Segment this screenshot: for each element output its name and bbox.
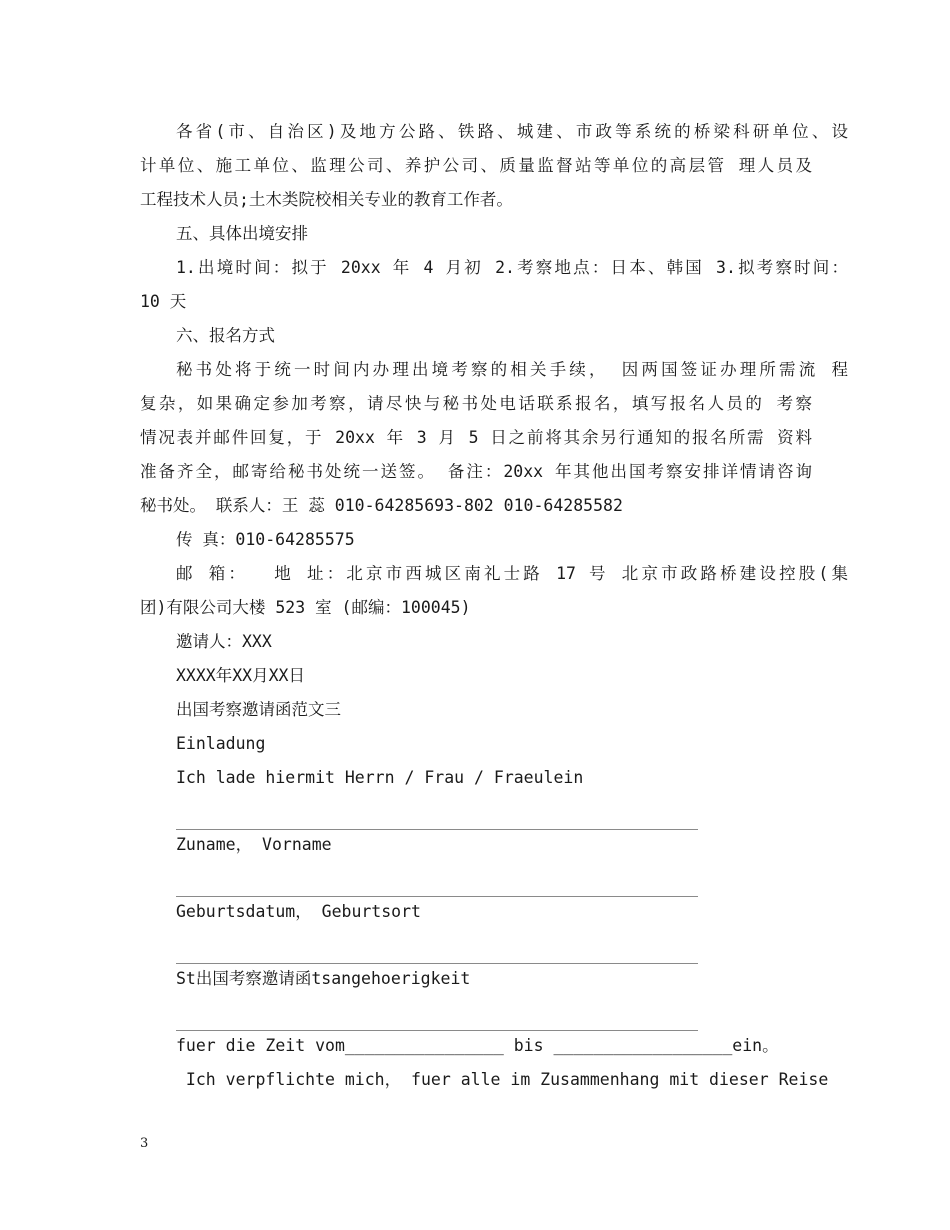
blank-line bbox=[176, 829, 698, 830]
text-line: 复杂，如果确定参加考察，请尽快与秘书处电话联系报名，填写报名人员的 考察 bbox=[140, 394, 812, 413]
blank-line bbox=[176, 1030, 698, 1031]
date-line: XXXX年XX月XX日 bbox=[176, 666, 305, 685]
field-label: St出国考察邀请函tsangehoerigkeit bbox=[176, 969, 471, 988]
fax-line: 传 真：010-64285575 bbox=[176, 530, 355, 549]
text-line: 工程技术人员;土木类院校相关专业的教育工作者。 bbox=[140, 190, 513, 209]
text-line: 计单位、施工单位、监理公司、养护公司、质量监督站等单位的高层管 理人员及 bbox=[140, 156, 812, 175]
section-heading: 五、具体出境安排 bbox=[176, 224, 308, 243]
section-title: 出国考察邀请函范文三 bbox=[176, 700, 341, 719]
page-number: 3 bbox=[140, 1136, 149, 1151]
text-line: 各省(市、自治区)及地方公路、铁路、城建、市政等系统的桥梁科研单位、设 bbox=[176, 122, 848, 141]
field-label: Zuname， Vorname bbox=[176, 835, 332, 854]
section-heading: 六、报名方式 bbox=[176, 326, 275, 345]
contact-line: 秘书处。 联系人：王 蕊 010-64285693-802 010-64285582 bbox=[140, 496, 623, 515]
blank-line bbox=[176, 896, 698, 897]
text-line: 10 天 bbox=[140, 292, 187, 311]
text-line: 准备齐全，邮寄给秘书处统一送签。 备注：20xx 年其他出国考察安排详情请咨询 bbox=[140, 462, 812, 481]
blank-line bbox=[176, 963, 698, 964]
address-line: 邮 箱： 地 址：北京市西城区南礼士路 17 号 北京市政路桥建设控股(集 bbox=[176, 564, 848, 583]
text-line: 秘书处将于统一时间内办理出境考察的相关手续， 因两国签证办理所需流 程 bbox=[176, 360, 848, 379]
text-line: 1.出境时间：拟于 20xx 年 4 月初 2.考察地点：日本、韩国 3.拟考察时间： bbox=[176, 258, 848, 277]
letter-line: Ich lade hiermit Herrn / Frau / Fraeulein bbox=[176, 768, 584, 787]
text-line: 情况表并邮件回复，于 20xx 年 3 月 5 日之前将其余另行通知的报名所需 资料 bbox=[140, 428, 812, 447]
letter-heading: Einladung bbox=[176, 734, 266, 753]
address-line: 团)有限公司大楼 523 室 (邮编：100045) bbox=[140, 598, 471, 617]
field-label: Geburtsdatum， Geburtsort bbox=[176, 902, 421, 921]
letter-line: Ich verpflichte mich， fuer alle im Zusammenhang mit dieser Reise bbox=[176, 1070, 829, 1089]
inviter-line: 邀请人：XXX bbox=[176, 632, 272, 651]
letter-line: fuer die Zeit vom________________ bis __________________ein。 bbox=[176, 1036, 779, 1055]
